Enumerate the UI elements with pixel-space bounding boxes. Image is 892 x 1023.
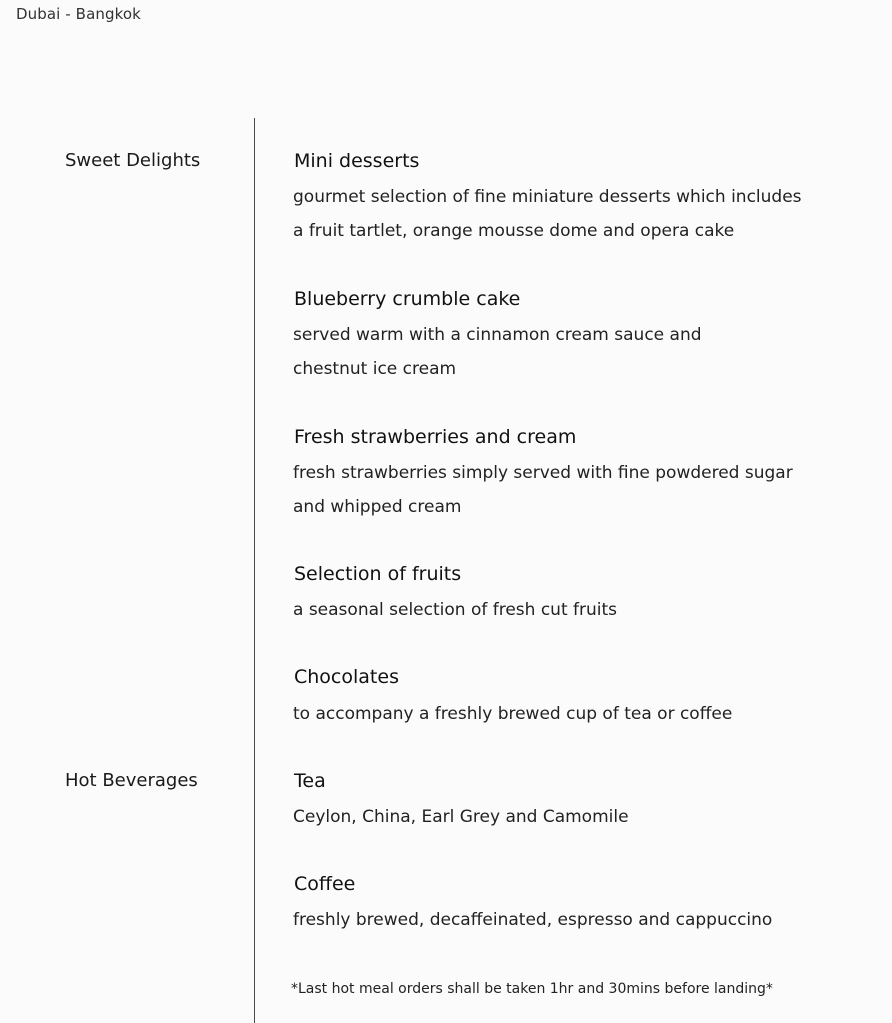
footnote-last-orders: *Last hot meal orders shall be taken 1hr and 30mins before landing* — [291, 981, 773, 997]
item-desc-selection-of-fruits — [293, 593, 873, 627]
item-desc-chocolates — [293, 697, 873, 731]
item-title-chocolates: Chocolates — [294, 666, 399, 688]
item-title-coffee: Coffee — [294, 873, 356, 895]
item-desc-mini-desserts — [293, 180, 873, 248]
column-divider — [254, 118, 255, 1023]
section-label-sweet-delights: Sweet Delights — [65, 150, 201, 171]
desc-line: freshly brewed, decaffeinated, espresso and cappuccino — [293, 910, 773, 930]
desc-line: a fruit tartlet, orange mousse dome and opera cake — [293, 221, 735, 241]
desc-line: Ceylon, China, Earl Grey and Camomile — [293, 807, 629, 827]
route-header: Dubai - Bangkok — [16, 5, 141, 23]
item-desc-fresh-strawberries — [293, 456, 873, 524]
item-desc-tea — [293, 800, 873, 834]
item-title-mini-desserts: Mini desserts — [294, 150, 420, 172]
item-title-blueberry-crumble-cake: Blueberry crumble cake — [294, 288, 521, 310]
desc-line: chestnut ice cream — [293, 359, 457, 379]
desc-line: a seasonal selection of fresh cut fruits — [293, 600, 618, 620]
desc-line: and whipped cream — [293, 497, 462, 517]
item-title-fresh-strawberries: Fresh strawberries and cream — [294, 426, 577, 448]
item-desc-coffee — [293, 903, 873, 937]
section-label-hot-beverages: Hot Beverages — [65, 770, 198, 791]
desc-line: gourmet selection of fine miniature desserts which includes — [293, 187, 802, 207]
desc-line: fresh strawberries simply served with fine powdered sugar — [293, 463, 793, 483]
desc-line: to accompany a freshly brewed cup of tea or coffee — [293, 704, 733, 724]
item-title-selection-of-fruits: Selection of fruits — [294, 563, 462, 585]
desc-line: served warm with a cinnamon cream sauce and — [293, 325, 702, 345]
item-desc-blueberry-crumble-cake — [293, 318, 873, 386]
item-title-tea: Tea — [294, 770, 326, 792]
